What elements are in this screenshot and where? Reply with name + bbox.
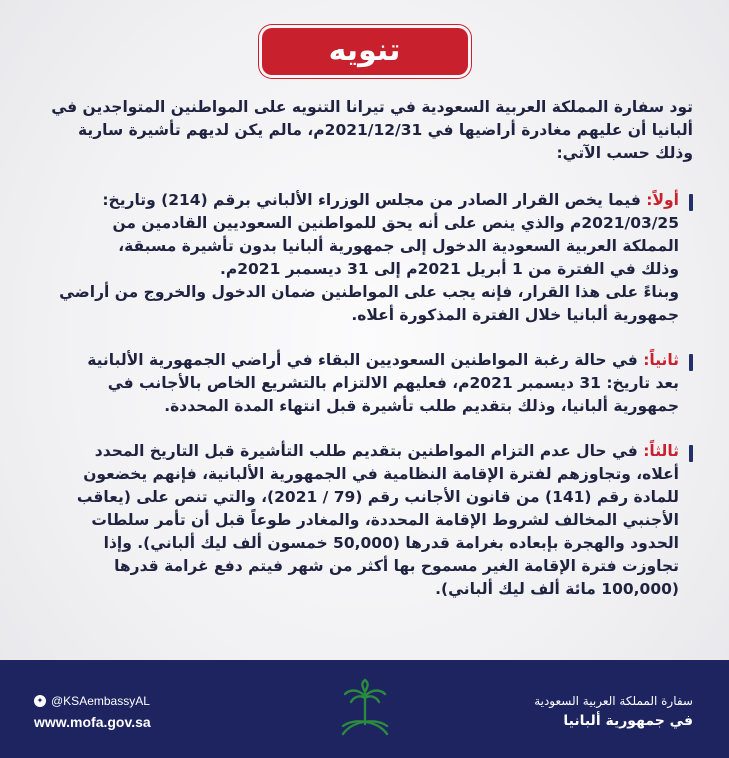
section-text: في حالة رغبة المواطنين السعوديين البقاء في أراضي الجمهورية الألبانية bbox=[87, 351, 644, 369]
footer-contact bbox=[34, 694, 151, 730]
embassy-line-2: في جمهورية ألبانيا bbox=[563, 713, 693, 729]
section-text: في حال عدم التزام المواطنين بتقديم طلب التأشيرة قبل التاريخ المحدد bbox=[94, 442, 644, 460]
section-marker bbox=[689, 194, 693, 211]
section-line: بعد تاريخ: 31 ديسمبر 2021م، فعليهم الالتزام بالتشريع الخاص بالأجانب في bbox=[107, 374, 679, 392]
website-link[interactable]: www.mofa.gov.sa bbox=[34, 714, 151, 730]
section-second bbox=[40, 349, 693, 418]
section-marker bbox=[689, 445, 693, 462]
embassy-name bbox=[534, 694, 693, 729]
section-label: ثانياً: bbox=[643, 351, 679, 369]
twitter-handle-row[interactable] bbox=[34, 694, 151, 708]
twitter-icon: ✦ bbox=[34, 695, 46, 707]
intro-paragraph bbox=[40, 96, 693, 165]
section-line: أعلاه، وتجاوزهم لفترة الإقامة النظامية في الجمهورية الألبانية، فإنهم يخضعون bbox=[83, 465, 679, 483]
twitter-handle[interactable]: @KSAembassyAL bbox=[51, 694, 150, 708]
section-label: ثالثاً: bbox=[643, 442, 679, 460]
notice-content bbox=[40, 96, 693, 623]
section-label: أولاً: bbox=[646, 191, 679, 209]
footer-bar bbox=[0, 660, 729, 758]
intro-line: سارية وذلك حسب الآتي: bbox=[78, 121, 693, 162]
intro-line: في ألبانيا أن عليهم مغادرة أراضيها في 2021/12/31م، مالم يكن لديهم تأشيرة bbox=[51, 98, 693, 139]
section-line: الحدود والهجرة بإبعاده بغرامة قدرها (50,000 خمسون ألف ليك ألباني). وإذا bbox=[103, 534, 679, 552]
section-line: (100,000 مائة ألف ليك ألباني). bbox=[435, 580, 679, 598]
section-text: فيما يخص القرار الصادر من مجلس الوزراء الألباني برقم (214) وتاريخ: bbox=[102, 191, 647, 209]
section-line: للمادة رقم (141) من قانون الأجانب رقم (79 / 2021)، والتي تنص على (يعاقب bbox=[76, 488, 679, 506]
section-line: الأجنبي المخالف لشروط الإقامة المحددة، والمغادر طوعاً قبل أن تأمر سلطات bbox=[91, 511, 679, 529]
section-line: وذلك في الفترة من 1 أبريل 2021م إلى 31 ديسمبر 2021م. bbox=[219, 260, 679, 278]
section-line: جمهورية ألبانيا خلال الفترة المذكورة أعلاه. bbox=[351, 306, 679, 324]
section-line: المملكة العربية السعودية الدخول إلى جمهورية ألبانيا بدون تأشيرة مسبقة، bbox=[118, 237, 679, 255]
section-line: 2021/03/25م والذي ينص على أنه يحق للمواطنين السعوديين القادمين من bbox=[112, 214, 679, 232]
section-line bbox=[40, 349, 679, 372]
section-line bbox=[40, 440, 679, 463]
section-line: وبناءً على هذا القرار، فإنه يجب على المواطنين ضمان الدخول والخروج من أراضي bbox=[59, 283, 679, 301]
embassy-line-1: سفارة المملكة العربية السعودية bbox=[534, 694, 693, 708]
intro-line: تود سفارة المملكة العربية السعودية في تيرانا التنويه على المواطنين المتواجدين bbox=[82, 98, 693, 116]
section-line bbox=[40, 189, 679, 212]
section-third bbox=[40, 440, 693, 601]
title-container bbox=[0, 28, 729, 75]
section-first bbox=[40, 189, 693, 327]
section-marker bbox=[689, 354, 693, 371]
page-title: تنويه bbox=[262, 28, 468, 75]
saudi-emblem-icon bbox=[335, 678, 395, 742]
section-line: تجاوزت فترة الإقامة الغير مسموح بها أكثر من شهر فيتم دفع غرامة قدرها bbox=[114, 557, 679, 575]
section-line: جمهورية ألبانيا، وذلك بتقديم طلب تأشيرة قبل انتهاء المدة المحددة. bbox=[164, 397, 679, 415]
